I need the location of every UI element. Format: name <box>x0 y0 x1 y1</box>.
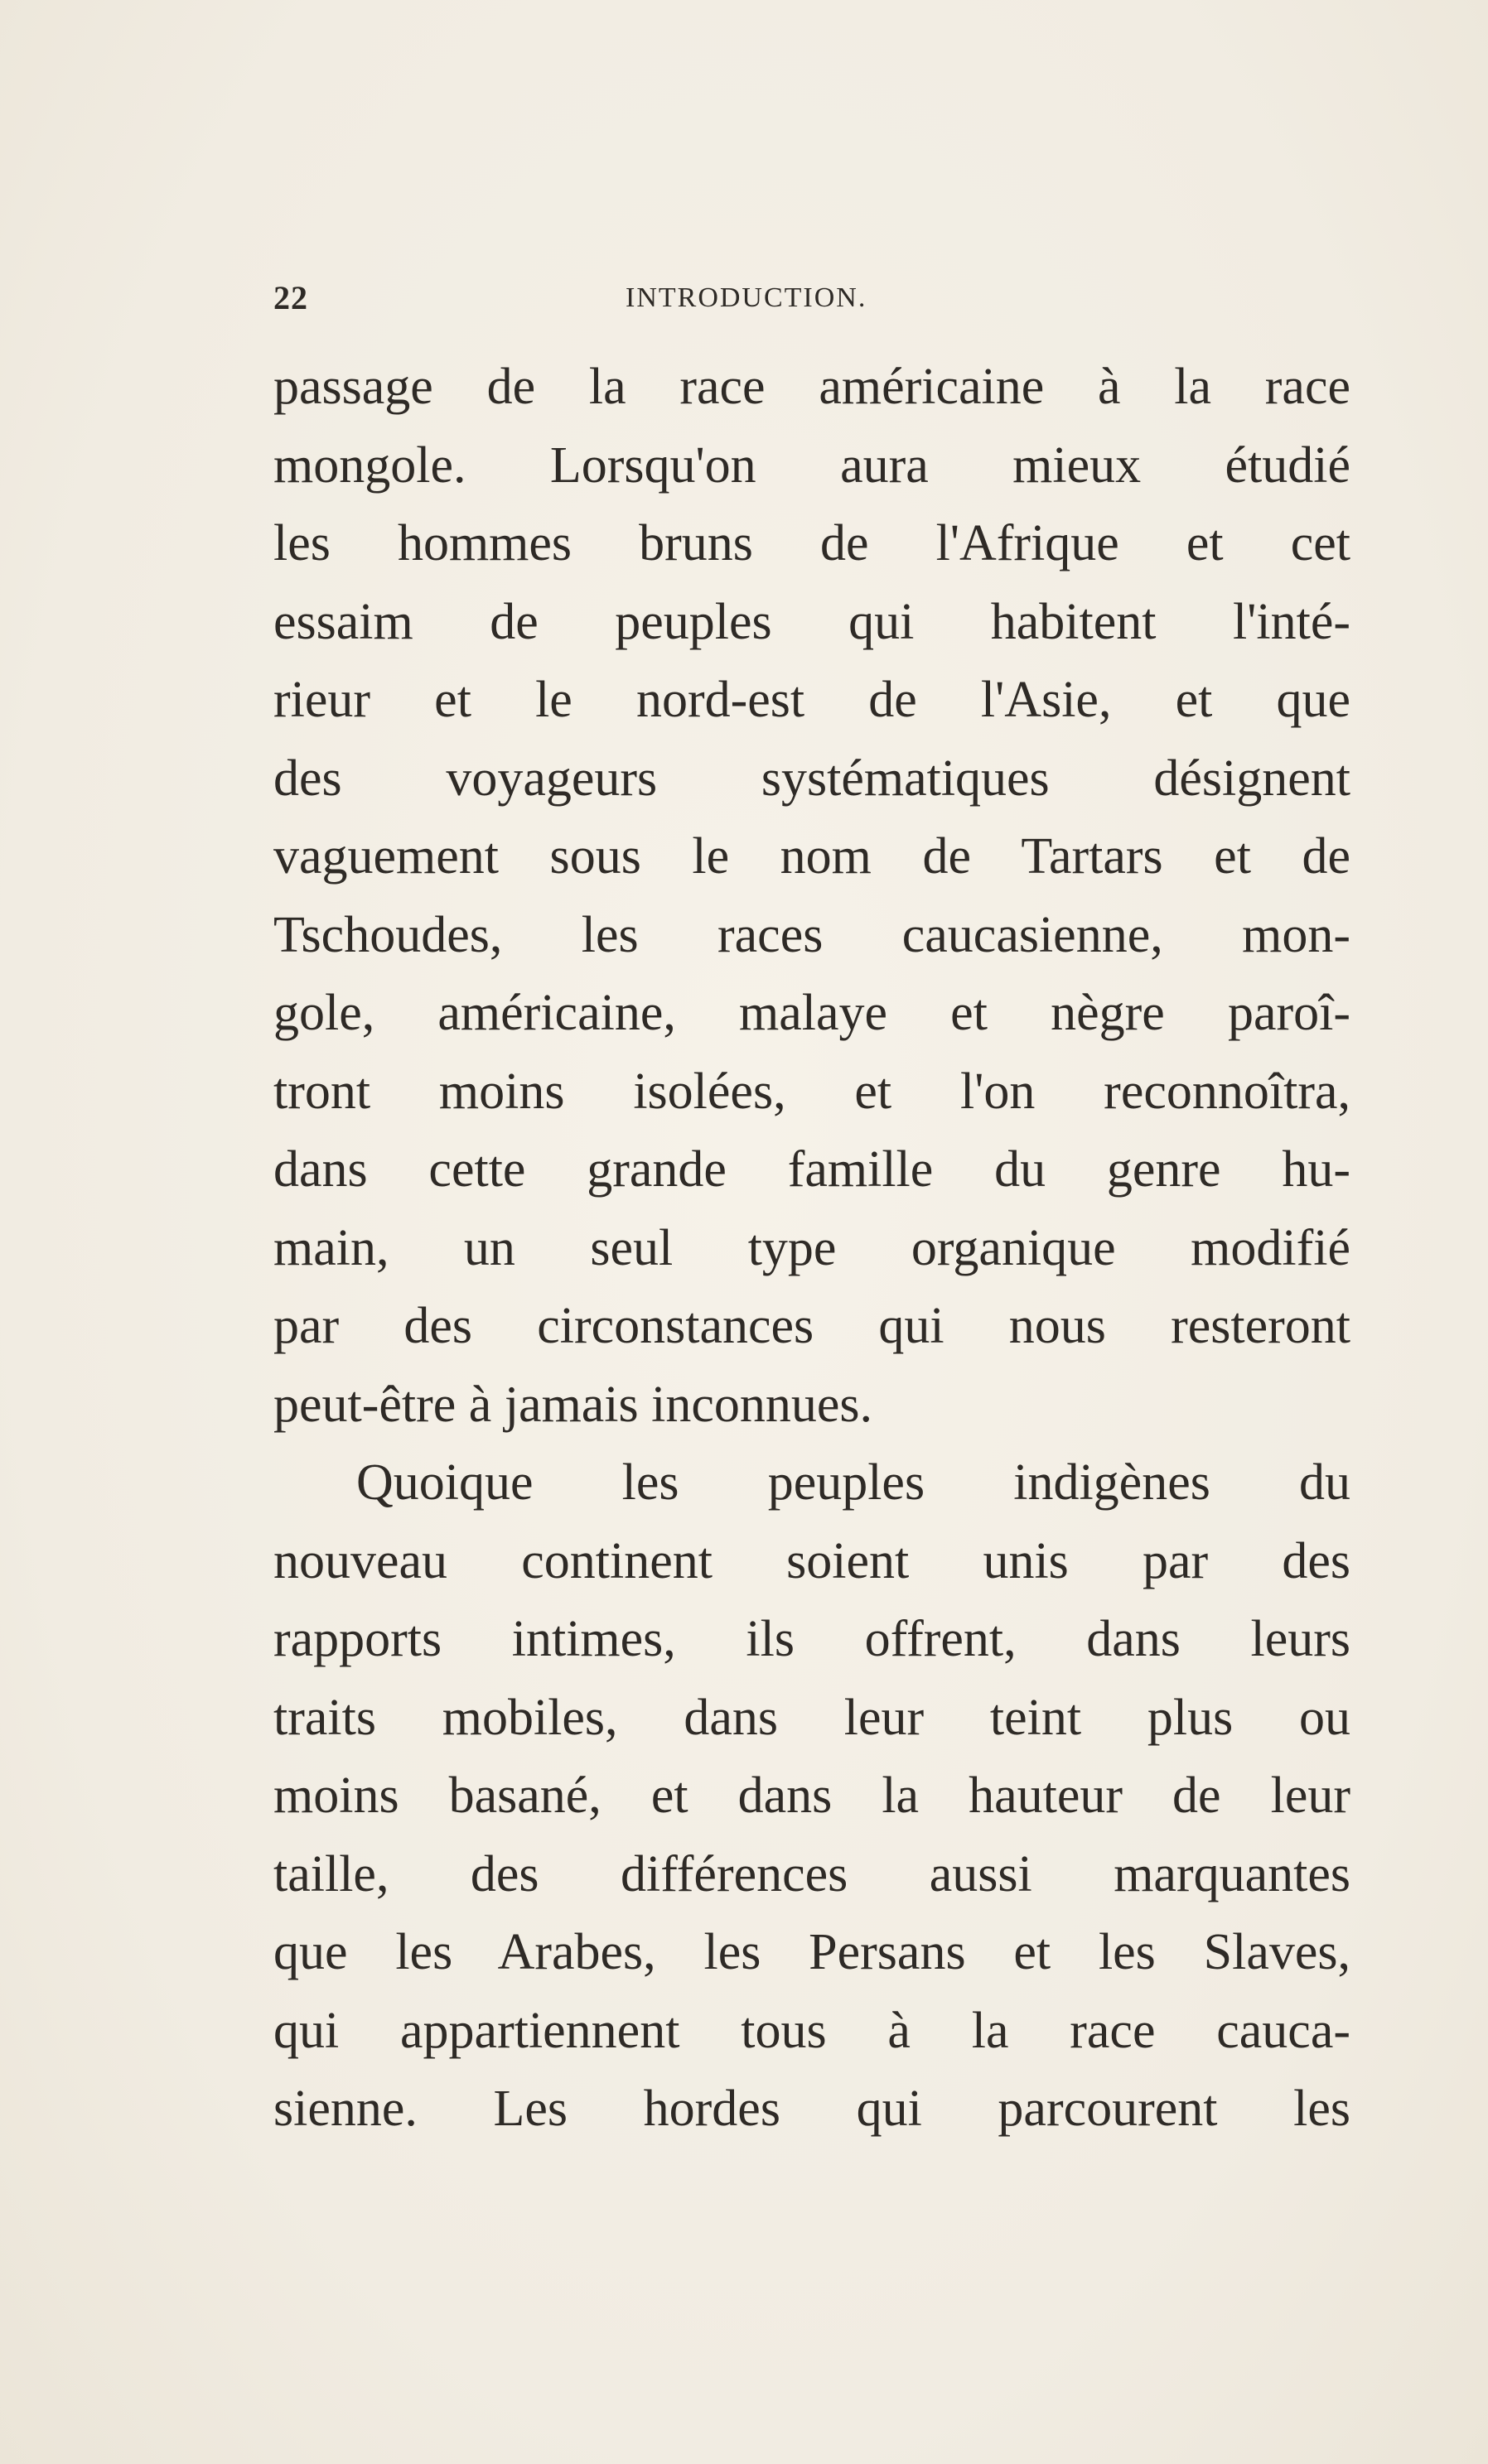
text-line: nouveau continent soient unis par des <box>273 1532 1350 1589</box>
text-line: tront moins isolées, et l'on reconnoîtra, <box>273 1063 1350 1120</box>
text-line: taille, des différences aussi marquantes <box>273 1845 1350 1902</box>
text-line: les hommes bruns de l'Afrique et cet <box>273 515 1350 571</box>
text-line: traits mobiles, dans leur teint plus ou <box>273 1689 1350 1746</box>
page-number: 22 <box>273 279 308 316</box>
text-line: mongole. Lorsqu'on aura mieux étudié <box>273 436 1350 494</box>
text-line: rieur et le nord-est de l'Asie, et que <box>273 672 1350 728</box>
body-text <box>273 348 1350 2148</box>
text-line: qui appartiennent tous à la race cauca- <box>273 2002 1350 2059</box>
text-line: Tschoudes, les races caucasienne, mon- <box>273 906 1350 963</box>
text-line: moins basané, et dans la hauteur de leur <box>273 1767 1350 1824</box>
text-line: que les Arabes, les Persans et les Slaves, <box>273 1924 1350 1980</box>
text-line: peut-être à jamais inconnues. <box>273 1376 873 1433</box>
text-line: rapports intimes, ils offrent, dans leurs <box>273 1611 1350 1667</box>
page-header <box>273 273 1019 323</box>
text-line: par des circonstances qui nous resteront <box>273 1298 1350 1354</box>
text-line: gole, américaine, malaye et nègre paroî- <box>273 985 1350 1041</box>
text-line: passage de la race américaine à la race <box>273 359 1350 415</box>
text-line: des voyageurs systématiques désignent <box>273 750 1350 807</box>
text-line: dans cette grande famille du genre hu- <box>273 1141 1350 1198</box>
paragraph-start-line: Quoique les peuples indigènes du <box>356 1454 1350 1511</box>
text-line: sienne. Les hordes qui parcourent les <box>273 2081 1350 2137</box>
text-line: main, un seul type organique modifié <box>273 1219 1350 1276</box>
text-line: vaguement sous le nom de Tartars et de <box>273 828 1350 885</box>
running-head: INTRODUCTION. <box>626 282 867 313</box>
text-line: essaim de peuples qui habitent l'inté- <box>273 593 1350 650</box>
